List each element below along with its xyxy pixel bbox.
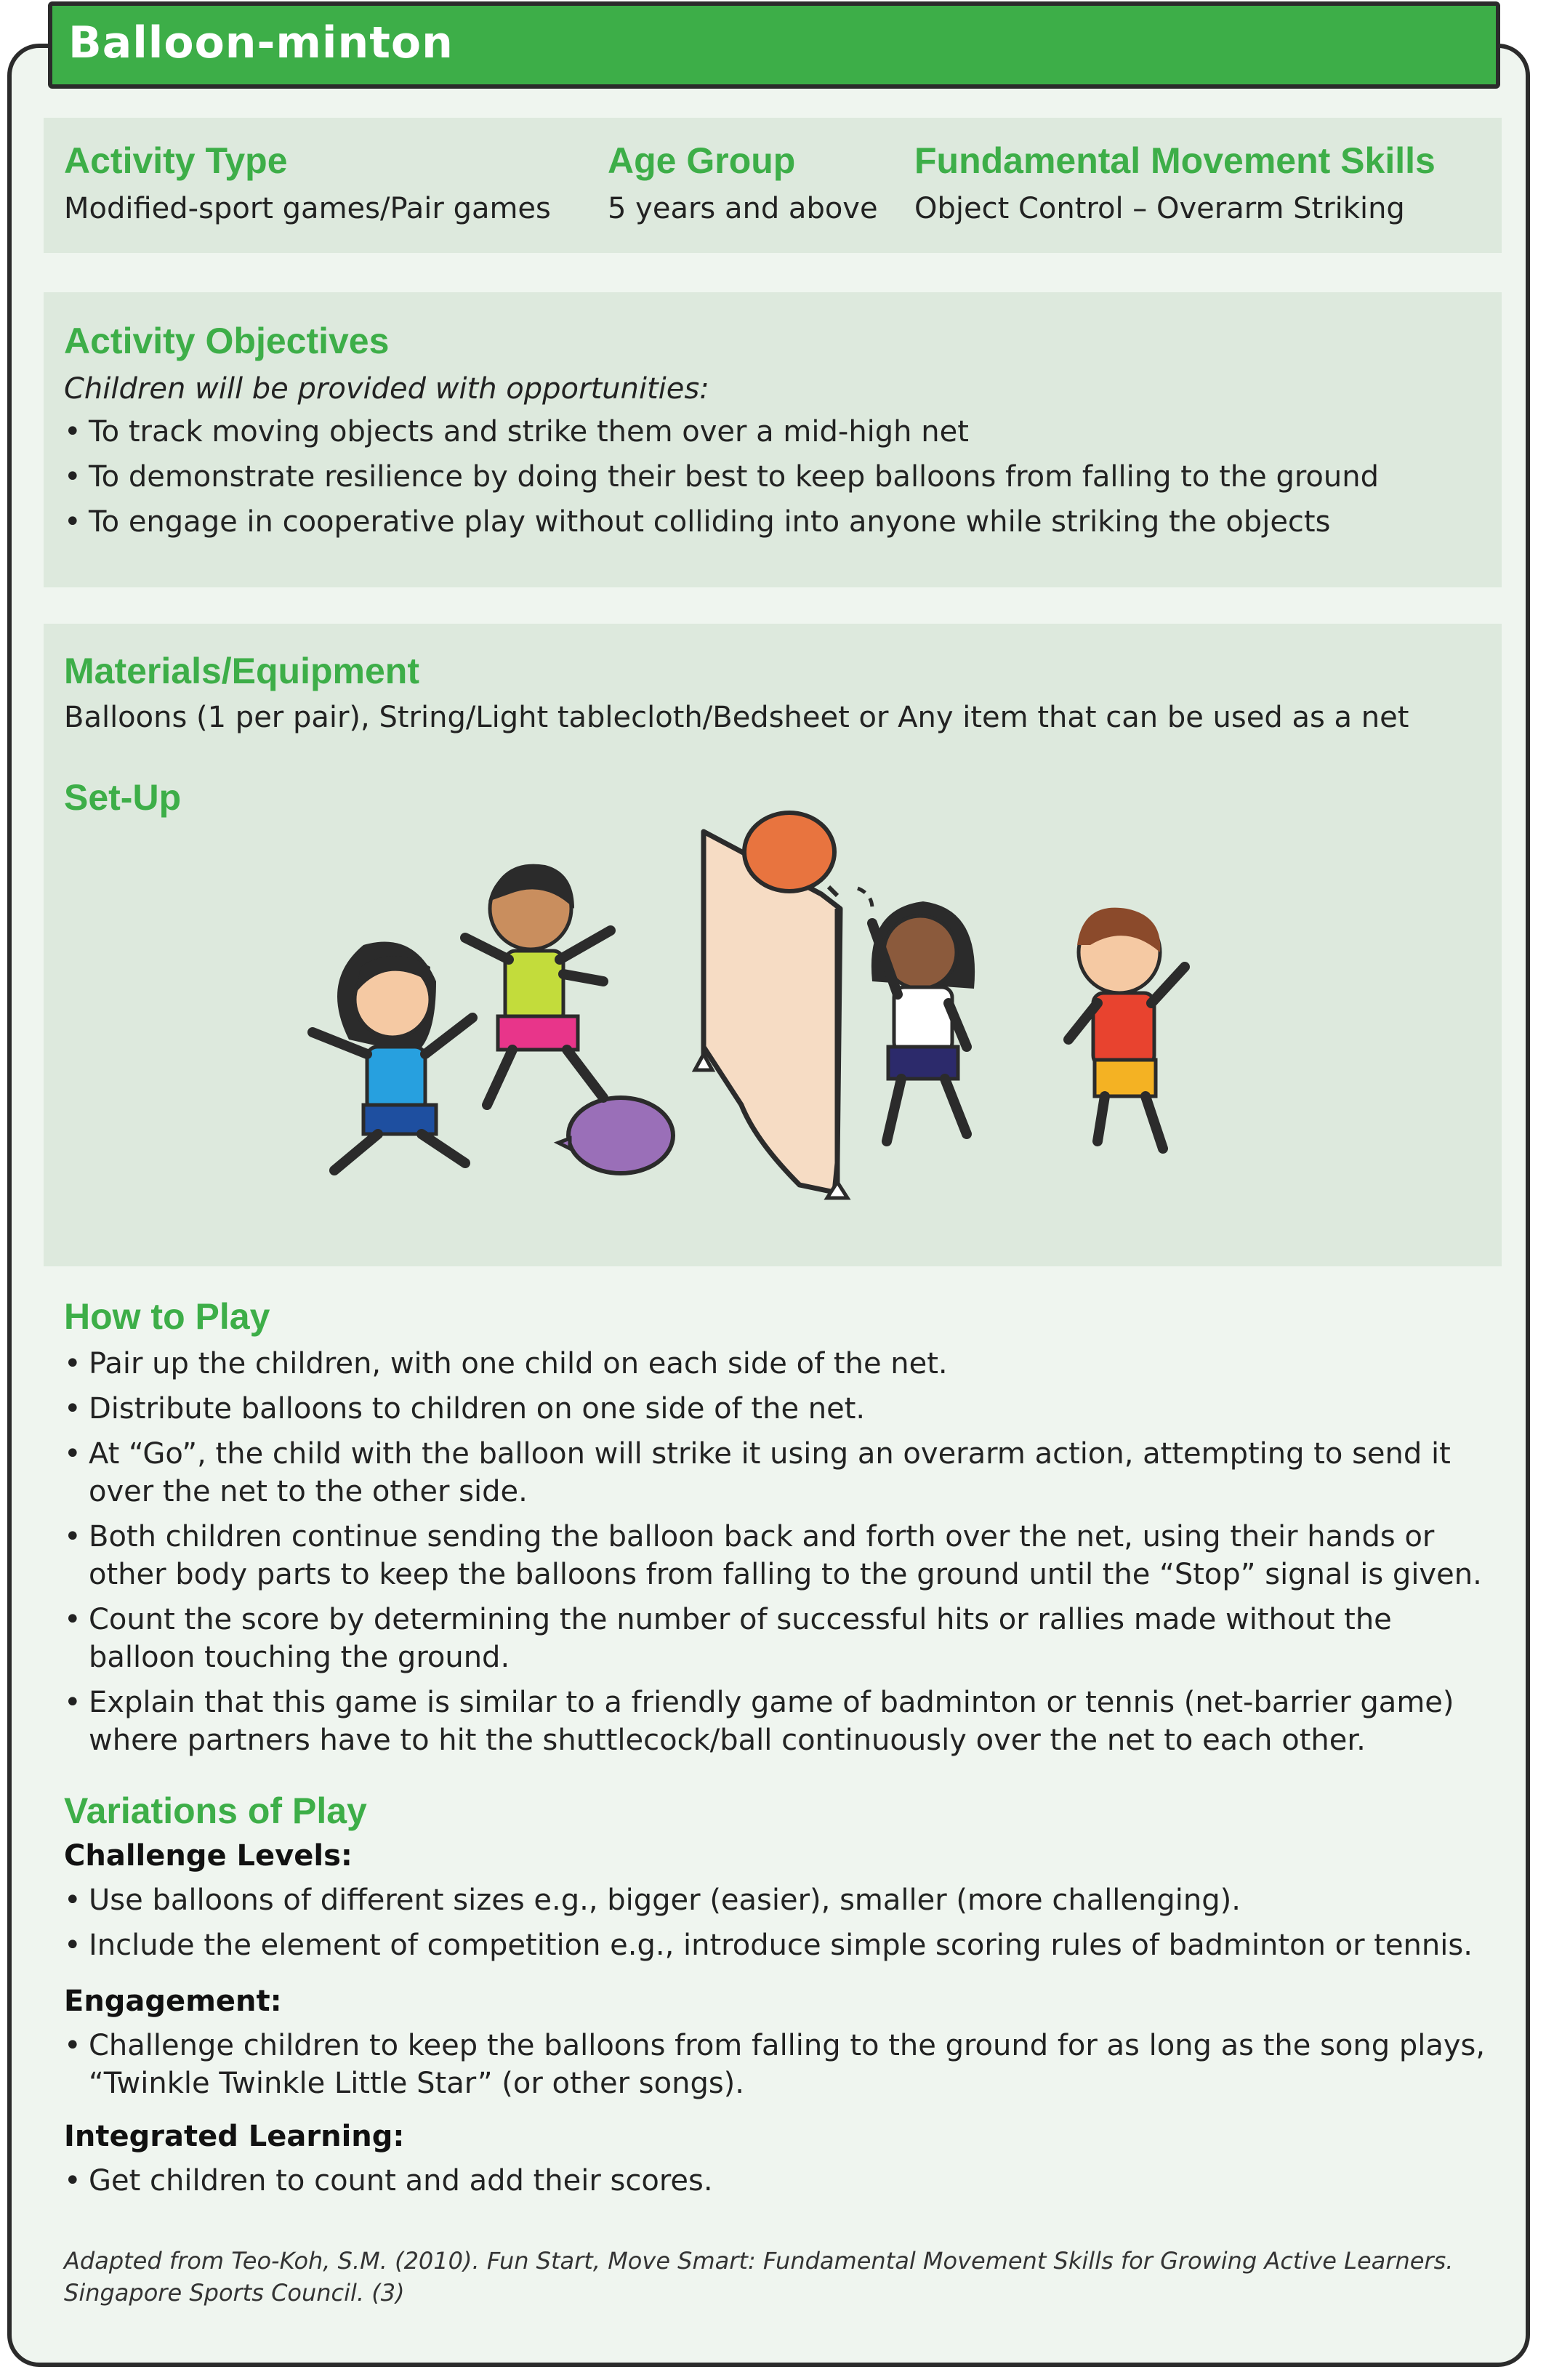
info-panel [44, 118, 1502, 253]
variations-heading: Variations of Play [64, 1790, 367, 1831]
how-to-play-item: • Distribute balloons to children on one side of the net. [64, 1390, 1489, 1428]
child-girl-white-icon [871, 901, 975, 1141]
how-to-play-heading: How to Play [64, 1296, 270, 1337]
how-to-play-item: • Both children continue sending the balloon back and forth over the net, using their hands or other body parts to keep the balloons from falling to the ground until the “Stop” signal is given. [64, 1518, 1489, 1593]
title-bar [48, 1, 1500, 89]
how-to-play-item: • Pair up the children, with one child on each side of the net. [64, 1345, 1489, 1383]
child-boy-red-icon [1068, 908, 1185, 1149]
setup-heading: Set-Up [64, 777, 182, 818]
page-title: Balloon-minton [68, 17, 454, 68]
activity-type-value: Modified-sport games/Pair games [64, 192, 551, 225]
fms-label: Fundamental Movement Skills [914, 140, 1436, 181]
how-to-play-item: • At “Go”, the child with the balloon will strike it using an overarm action, attempting to send it over the net to the other side. [64, 1435, 1489, 1511]
integrated-item: • Get children to count and add their scores. [64, 2162, 1489, 2200]
purple-balloon-icon [558, 1098, 673, 1173]
challenge-item: • Use balloons of different sizes e.g., bigger (easier), smaller (more challenging). [64, 1881, 1489, 1919]
how-to-play-item: • Explain that this game is similar to a friendly game of badminton or tennis (net-barrier game) where partners have to hit the shuttlecock/ball continuously over the net to each other. [64, 1684, 1489, 1759]
objectives-intro: Children will be provided with opportunities: [64, 372, 709, 406]
objectives-heading: Activity Objectives [64, 321, 390, 361]
challenge-item: • Include the element of competition e.g., introduce simple scoring rules of badminton or tennis. [64, 1926, 1489, 1964]
objective-item: • To demonstrate resilience by doing their best to keep balloons from falling to the ground [64, 458, 1489, 496]
age-group-label: Age Group [608, 140, 796, 181]
engagement-item: • Challenge children to keep the balloons from falling to the ground for as long as the song plays, “Twinkle Twinkle Little Star” (or other songs). [64, 2027, 1489, 2102]
setup-illustration [291, 800, 1250, 1221]
challenge-levels-list [64, 1881, 1489, 1971]
how-to-play-list [64, 1345, 1489, 1766]
how-to-play-item: • Count the score by determining the number of successful hits or rallies made without the balloon touching the ground. [64, 1601, 1489, 1676]
objective-item: • To track moving objects and strike them over a mid-high net [64, 413, 1489, 451]
citation: Adapted from Teo-Koh, S.M. (2010). Fun Start, Move Smart: Fundamental Movement Skills for Growing Active Learners. Singapore Sports Council. (3) [64, 2247, 1454, 2307]
engagement-list [64, 2027, 1489, 2110]
child-boy-green-icon [465, 864, 611, 1105]
materials-text: Balloons (1 per pair), String/Light tablecloth/Bedsheet or Any item that can be used as a net [64, 701, 1409, 734]
integrated-learning-heading: Integrated Learning: [64, 2120, 405, 2153]
fms-value: Object Control – Overarm Striking [914, 192, 1405, 225]
engagement-heading: Engagement: [64, 1985, 282, 2018]
child-girl-blue-icon [313, 942, 472, 1170]
materials-heading: Materials/Equipment [64, 651, 419, 691]
challenge-levels-heading: Challenge Levels: [64, 1839, 353, 1873]
objectives-list [64, 413, 1489, 548]
objective-item: • To engage in cooperative play without colliding into anyone while striking the objects [64, 503, 1489, 541]
activity-type-label: Activity Type [64, 140, 288, 181]
integrated-learning-list [64, 2162, 1489, 2207]
age-group-value: 5 years and above [608, 192, 878, 225]
